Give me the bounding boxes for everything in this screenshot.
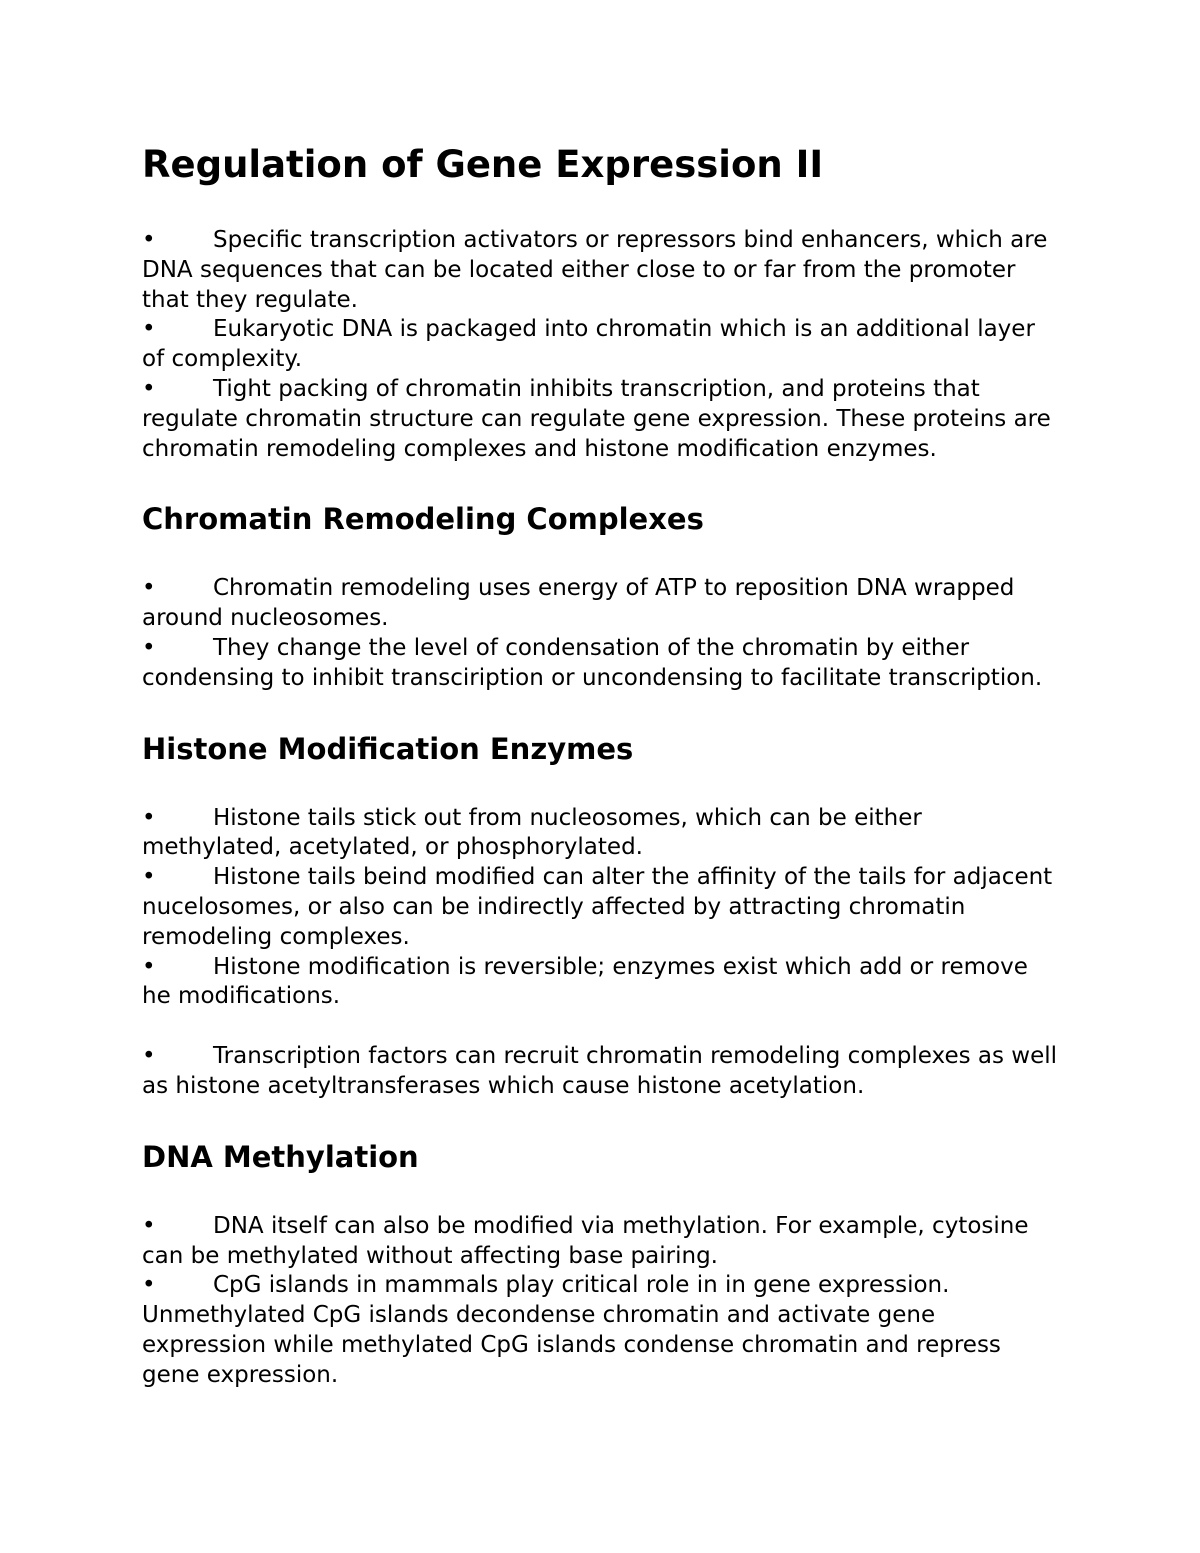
bullet-icon: • <box>142 575 156 602</box>
dna-methylation-section <box>142 1212 1062 1391</box>
bullet-icon: • <box>142 864 156 891</box>
chromatin-remodeling-section <box>142 574 1062 693</box>
bullet-icon: • <box>142 227 156 253</box>
bullet-text: Eukaryotic DNA is packaged into chromatin which is an additional layer of complexity. <box>142 316 1035 373</box>
intro-section <box>142 226 1062 464</box>
bullet-icon: • <box>142 1212 156 1239</box>
bullet-item <box>142 953 1062 1013</box>
bullet-icon: • <box>142 953 156 980</box>
bullet-text: Histone tails stick out from nucleosomes, which can be either methylated, acetylated, or phosphorylated. <box>142 804 922 861</box>
bullet-text: Histone modification is reversible; enzymes exist which add or remove he modifications. <box>142 953 1028 1010</box>
bullet-icon: • <box>142 1272 156 1299</box>
bullet-text: Specific transcription activators or repressors bind enhancers, which are DNA sequences that can be located either close to or far from the promoter that they regulate. <box>142 227 1048 313</box>
bullet-item <box>142 226 1062 315</box>
bullet-item <box>142 1271 1062 1390</box>
paragraph-spacer <box>142 1012 1062 1042</box>
bullet-item <box>142 375 1062 464</box>
bullet-item <box>142 634 1062 694</box>
bullet-text: Chromatin remodeling uses energy of ATP to reposition DNA wrapped around nucleosomes. <box>142 575 1015 632</box>
bullet-item <box>142 1042 1062 1102</box>
bullet-item <box>142 315 1062 375</box>
bullet-text: Tight packing of chromatin inhibits transcription, and proteins that regulate chromatin structure can regulate gene expression. These proteins are chromatin remodeling complexes and histone modification enzymes. <box>142 375 1051 462</box>
bullet-icon: • <box>142 316 156 343</box>
section-heading-dna-methylation: DNA Methylation <box>142 1139 419 1174</box>
bullet-text: They change the level of condensation of the chromatin by either condensing to inhibit transciription or uncondensing to facilitate transcription. <box>142 634 1043 691</box>
bullet-icon: • <box>142 1043 156 1070</box>
bullet-icon: • <box>142 804 156 831</box>
bullet-icon: • <box>142 375 156 402</box>
bullet-item <box>142 1212 1062 1272</box>
bullet-text: Transcription factors can recruit chromatin remodeling complexes as well as histone acetyltransferases which cause histone acetylation. <box>142 1043 1058 1099</box>
section-heading-histone-modification: Histone Modification Enzymes <box>142 731 634 766</box>
bullet-icon: • <box>142 634 156 661</box>
section-heading-chromatin-remodeling: Chromatin Remodeling Complexes <box>142 502 704 537</box>
bullet-item <box>142 574 1062 634</box>
bullet-item <box>142 863 1062 952</box>
bullet-item <box>142 804 1062 864</box>
page-title: Regulation of Gene Expression II <box>142 143 824 186</box>
bullet-text: CpG islands in mammals play critical role in in gene expression. Unmethylated CpG islands decondense chromatin and activate gene expression while methylated CpG islands condense chromatin and repress gene expression. <box>142 1272 1001 1388</box>
bullet-text: Histone tails beind modified can alter the affinity of the tails for adjacent nucelosomes, or also can be indirectly affected by attracting chromatin remodeling complexes. <box>142 864 1053 950</box>
histone-modification-section <box>142 804 1062 1102</box>
document-body <box>142 138 1062 1425</box>
bullet-text: DNA itself can also be modified via methylation. For example, cytosine can be methylated without affecting base pairing. <box>142 1212 1029 1269</box>
